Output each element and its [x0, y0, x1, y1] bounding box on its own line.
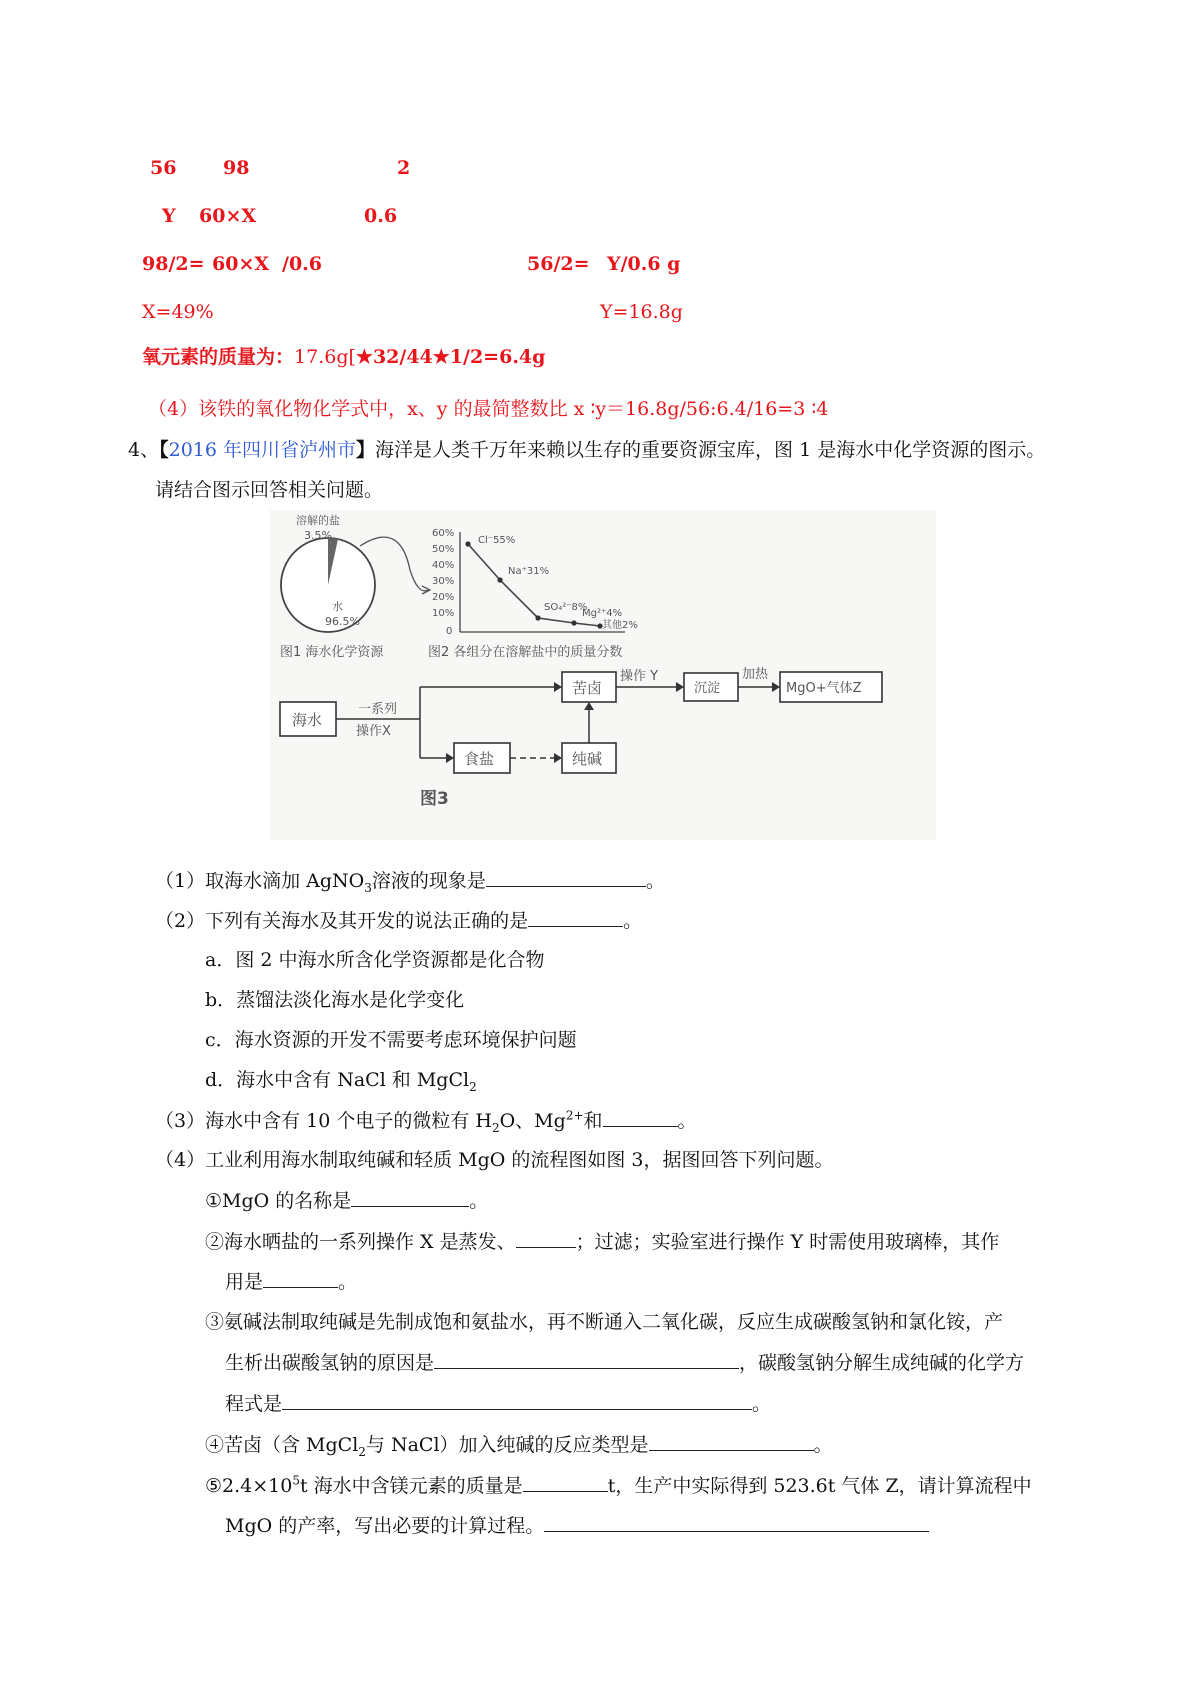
s5-text-4: MgO 的产率，写出必要的计算过程。 — [225, 1515, 545, 1537]
q3-text: （3）海水中含有 10 个电子的微粒有 H — [155, 1110, 492, 1132]
sol-div06: /0.6 — [282, 253, 322, 275]
arrowhead-op-y — [676, 682, 684, 692]
q3 — [155, 1108, 697, 1133]
label-other: 其他2% — [602, 620, 638, 631]
label-mg: Mg²⁺4% — [582, 608, 623, 619]
q4-step-5b — [225, 1513, 929, 1538]
sol-60x: 60×X — [199, 205, 257, 227]
sol-y06: Y/0.6 g — [607, 253, 681, 275]
label-op-x1: 一系列 — [358, 702, 398, 717]
q4-step-3b — [225, 1350, 1024, 1375]
s3-answer-blank-1[interactable] — [434, 1350, 739, 1369]
q2-option-d-sub: 2 — [469, 1079, 477, 1094]
label-cl: Cl⁻55% — [478, 535, 516, 546]
q3-answer-blank[interactable] — [603, 1108, 678, 1127]
s4-end: 。 — [813, 1434, 833, 1456]
composition-line — [468, 544, 600, 626]
solution-row-2 — [162, 204, 398, 228]
point-cl — [465, 541, 470, 546]
pie-label-water: 水 — [332, 600, 343, 613]
q4-step-5 — [205, 1473, 1032, 1498]
y-tick-0: 0 — [446, 626, 453, 637]
q4-step-2 — [205, 1229, 999, 1254]
s4-answer-blank[interactable] — [649, 1432, 814, 1451]
arrowhead-up — [584, 702, 594, 710]
q3-sup: 2+ — [565, 1108, 584, 1123]
sol-oxygen-label: 氧元素的质量为： — [142, 346, 295, 368]
point-mg — [571, 620, 576, 625]
q1-text-2: 溶液的现象是 — [371, 870, 486, 892]
s1-end: 。 — [469, 1190, 489, 1212]
q1-sub: 3 — [364, 880, 372, 895]
q2-end: 。 — [623, 910, 643, 932]
q4-intro-text: 海洋是人类千万年来赖以生存的重要资源宝库，图 1 是海水中化学资源的图示。 — [375, 439, 1046, 461]
s2-text: ②海水晒盐的一系列操作 X 是蒸发、 — [205, 1231, 516, 1253]
q2-option-d — [205, 1068, 477, 1092]
s5-text-2: t 海水中含镁元素的质量是 — [300, 1475, 523, 1497]
q1-answer-blank[interactable] — [486, 868, 646, 887]
solution-row-6: （4）该铁的氧化物化学式中，x、y 的最简整数比 x ∶y＝16.8g/56:6.4/16=3 ∶4 — [148, 398, 829, 420]
s2-text-3: 用是 — [225, 1271, 264, 1293]
solution-row-4 — [142, 300, 683, 324]
q4-sub: （4）工业利用海水制取纯碱和轻质 MgO 的流程图如图 3，据图回答下列问题。 — [155, 1149, 834, 1171]
q4-source-close: 】 — [356, 439, 376, 461]
figure-svg — [270, 510, 936, 840]
sol-2: 2 — [397, 157, 411, 179]
s4-sub: 2 — [358, 1444, 366, 1459]
s4-text: ④苦卤（含 MgCl — [205, 1434, 359, 1456]
label-product: MgO+气体Z — [786, 681, 862, 696]
pie-label-salt-pct: 3.5% — [304, 529, 332, 542]
q2-option-b: b．蒸馏法淡化海水是化学变化 — [205, 989, 465, 1011]
y-tick-60: 60% — [432, 528, 455, 539]
figure-seawater-resources — [270, 510, 936, 840]
arrowhead-salt — [446, 753, 454, 763]
q3-text-3: 和 — [583, 1110, 603, 1132]
sol-60x-b: 60×X — [212, 253, 270, 275]
q4-intro — [128, 438, 1045, 462]
s5-sup: 5 — [292, 1473, 300, 1488]
s3-answer-blank-2[interactable] — [282, 1391, 752, 1410]
q2 — [155, 908, 642, 933]
pie-label-water-pct: 96.5% — [325, 615, 360, 628]
s2-answer-blank-1[interactable] — [516, 1229, 576, 1248]
sol-98: 98 — [223, 157, 250, 179]
q4-number: 4、 — [128, 439, 160, 461]
q2-option-c: c．海水资源的开发不需要考虑环境保护问题 — [205, 1029, 577, 1051]
sol-56: 56 — [150, 157, 177, 179]
arrowhead-soda — [554, 753, 562, 763]
sol-oxygen-val: 17.6g[ — [294, 346, 356, 368]
s5-text-3: t，生产中实际得到 523.6t 气体 Z，请计算流程中 — [607, 1475, 1032, 1497]
s1-text: ①MgO 的名称是 — [205, 1190, 352, 1212]
q2-answer-blank[interactable] — [528, 908, 623, 927]
s3-text-2: 生析出碳酸氢钠的原因是 — [225, 1352, 435, 1374]
sol-y-result: Y=16.8g — [600, 301, 683, 323]
s3-text-3: ，碳酸氢钠分解生成纯碱的化学方 — [739, 1352, 1025, 1374]
q1-text: （1）取海水滴加 AgNO — [155, 870, 365, 892]
sol-98-2: 98/2= — [142, 253, 205, 275]
line-chart — [432, 528, 638, 637]
s4-text-2: 与 NaCl）加入纯碱的反应类型是 — [365, 1434, 649, 1456]
s5-text: ⑤2.4×10 — [205, 1475, 293, 1497]
y-tick-10: 10% — [432, 608, 455, 619]
s3-text-4: 程式是 — [225, 1393, 283, 1415]
y-tick-50: 50% — [432, 544, 455, 555]
label-op-x2: 操作X — [356, 724, 391, 739]
sol-y: Y — [162, 205, 176, 227]
caption-fig3: 图3 — [420, 789, 449, 809]
q3-text-2: O、Mg — [499, 1110, 566, 1132]
s5-answer-blank-1[interactable] — [523, 1473, 608, 1492]
q4-source-open: 【 — [159, 439, 169, 461]
s5-answer-blank-2[interactable] — [544, 1513, 929, 1532]
label-precip: 沉淀 — [694, 681, 721, 696]
y-tick-40: 40% — [432, 560, 455, 571]
q4-step-4 — [205, 1432, 833, 1457]
label-soda: 纯碱 — [572, 750, 603, 768]
solution-row-5 — [142, 345, 545, 369]
sol-06: 0.6 — [364, 205, 398, 227]
flow-chart — [280, 666, 882, 809]
label-salt: 食盐 — [464, 750, 495, 768]
sol-x-result: X=49% — [142, 301, 214, 323]
s2-end: 。 — [338, 1271, 358, 1293]
q1 — [155, 868, 665, 893]
s2-text-2: ；过滤；实验室进行操作 Y 时需使用玻璃棒，其作 — [575, 1231, 1000, 1253]
q4-source: 2016 年四川省泸州市 — [168, 439, 357, 461]
s3-end: 。 — [752, 1393, 772, 1415]
caption-fig2: 图2 各组分在溶解盐中的质量分数 — [428, 645, 623, 660]
y-tick-20: 20% — [432, 592, 455, 603]
q3-sub: 2 — [491, 1120, 500, 1135]
s2-answer-blank-2[interactable] — [263, 1269, 338, 1288]
label-heat: 加热 — [742, 667, 769, 682]
sol-56-2: 56/2= — [527, 253, 590, 275]
point-so4 — [535, 615, 540, 620]
q1-end: 。 — [645, 870, 665, 892]
solution-row-1 — [150, 156, 411, 180]
q2-option-d-text: d．海水中含有 NaCl 和 MgCl — [205, 1069, 470, 1091]
label-na: Na⁺31% — [508, 566, 550, 577]
q4-step-1 — [205, 1188, 488, 1213]
solution-row-3 — [142, 252, 681, 276]
caption-fig1: 图1 海水化学资源 — [280, 645, 384, 660]
pie-label-salt: 溶解的盐 — [296, 514, 340, 527]
q2-text: （2）下列有关海水及其开发的说法正确的是 — [155, 910, 529, 932]
q2-option-a: a．图 2 中海水所含化学资源都是化合物 — [205, 949, 545, 971]
y-tick-30: 30% — [432, 576, 455, 587]
label-seawater: 海水 — [292, 711, 323, 729]
arrowhead-bittern — [554, 682, 562, 692]
arrowhead-heat — [772, 682, 780, 692]
s1-answer-blank[interactable] — [351, 1188, 469, 1207]
q3-end: 。 — [677, 1110, 697, 1132]
label-op-y: 操作 Y — [620, 669, 659, 684]
q4-step-3c — [225, 1391, 771, 1416]
sol-oxygen-expr: ★32/44★1/2=6.4g — [355, 346, 546, 368]
point-na — [497, 577, 502, 582]
q4-step-3: ③氨碱法制取纯碱是先制成饱和氨盐水，再不断通入二氧化碳，反应生成碳酸氢钠和氯化铵，产 — [205, 1311, 1004, 1333]
q4-step-2b — [225, 1269, 357, 1294]
label-so4: SO₄²⁻8% — [544, 602, 588, 613]
label-bittern: 苦卤 — [572, 679, 603, 697]
pie-chart — [281, 513, 430, 632]
q4-intro-2: 请结合图示回答相关问题。 — [155, 479, 384, 501]
